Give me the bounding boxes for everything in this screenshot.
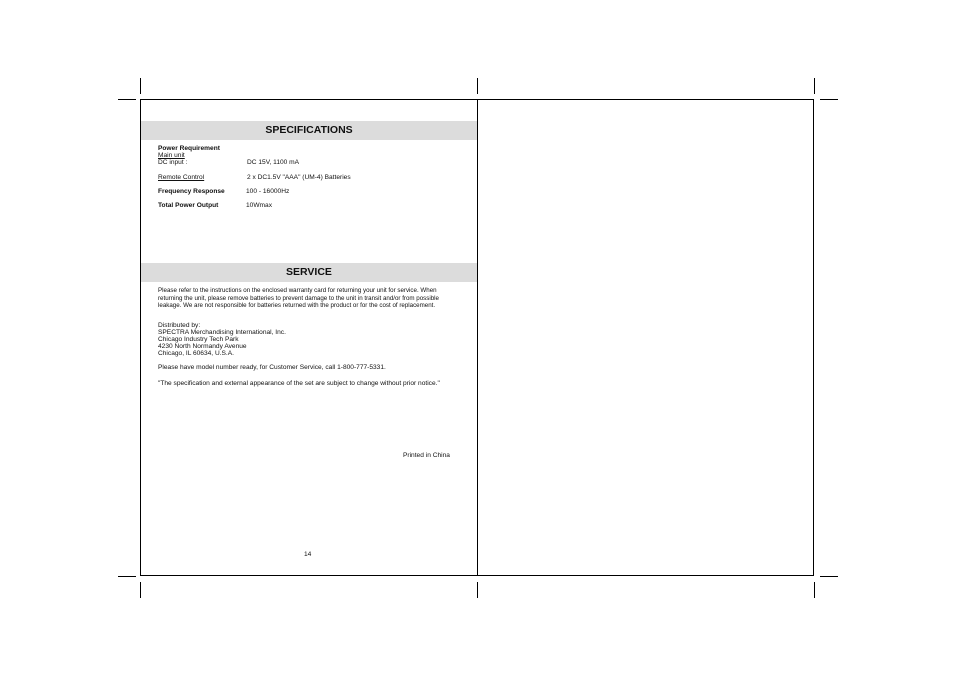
crop-mark	[814, 582, 815, 598]
crop-mark	[118, 99, 136, 100]
crop-mark	[118, 576, 136, 577]
service-heading: SERVICE	[141, 263, 477, 282]
crop-mark	[477, 78, 478, 94]
remote-control-value: 2 x DC1.5V "AAA" (UM-4) Batteries	[247, 174, 351, 181]
power-requirement-label: Power Requirement	[158, 145, 220, 152]
crop-mark	[140, 78, 141, 94]
crop-mark	[814, 78, 815, 94]
remote-control-label: Remote Control	[158, 174, 205, 181]
dc-input-value: DC 15V, 1100 mA	[247, 159, 300, 166]
crop-mark	[140, 582, 141, 598]
printed-in-label: Printed in China	[403, 452, 450, 459]
company-city: Chicago, IL 60634, U.S.A.	[158, 350, 234, 357]
change-notice: "The specification and external appearance of the set are subject to change without prior notice."	[158, 380, 440, 387]
distributed-by: Distributed by:	[158, 322, 201, 329]
page-number: 14	[304, 551, 312, 558]
company-park: Chicago Industry Tech Park	[158, 336, 239, 343]
company-street: 4230 North Normandy Avenue	[158, 343, 247, 350]
frequency-response-value: 100 - 16000Hz	[246, 188, 290, 195]
main-unit-label: Main unit	[158, 152, 185, 159]
crop-mark	[820, 99, 838, 100]
page-divider	[477, 99, 478, 576]
total-power-label: Total Power Output	[158, 202, 219, 209]
crop-mark	[820, 576, 838, 577]
total-power-value: 10Wmax	[246, 202, 273, 209]
crop-mark	[477, 582, 478, 598]
dc-input-label: DC input :	[158, 159, 188, 166]
service-paragraph: Please refer to the instructions on the enclosed warranty card for returning your unit for service. When returning the unit, please remove batteries to prevent damage to the unit in transit and/or from possible leakage. We are not responsible for batteries returned with the product or for the cost of replacement.	[158, 287, 440, 310]
customer-service-text: Please have model number ready, for Customer Service, call 1-800-777-5331.	[158, 364, 386, 371]
specifications-heading: SPECIFICATIONS	[141, 121, 477, 140]
company-name: SPECTRA Merchandising International, Inc.	[158, 329, 286, 336]
frequency-response-label: Frequency Response	[158, 188, 225, 195]
